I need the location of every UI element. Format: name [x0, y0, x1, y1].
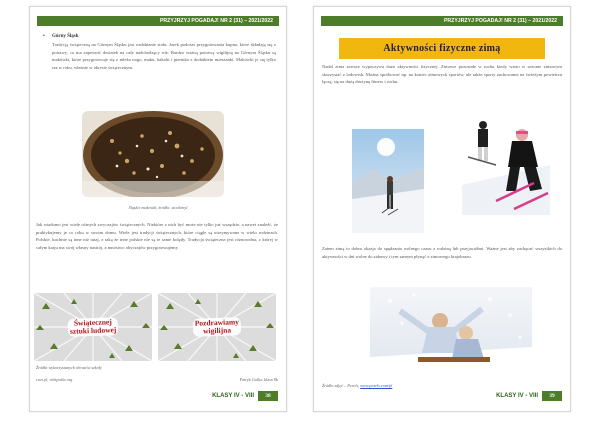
right-page-header: PRZYJRZYJ POGADAJ! NR 2 (31) – 2021/2022	[321, 16, 563, 26]
card-1-label: Świątecznej sztuki ludowej	[67, 317, 118, 337]
greeting-card-1	[34, 293, 152, 361]
greeting-card-2	[158, 293, 276, 361]
right-footer	[496, 391, 562, 401]
cards-caption: Źródła wykorzystanych obrazów szkoły	[36, 365, 102, 370]
left-page	[29, 6, 287, 412]
intro-paragraph: Nadal zima zawsze wypoczywa dużo aktywności fizycznej. Zimowe pozostałe w ruchu kiedy warto w sezonie zimowym skorzystać z lodowisk. Można spróbować np. na koniec zimowych sportów, ale także sporty zachowania na świeżym powietrzu łączą, się na dużą drużynę fitness i ruchu.	[322, 64, 562, 85]
page-number-right: 39	[542, 391, 562, 401]
left-page-header: PRZYJRZYJ POGADAJ! NR 2 (31) – 2021/2022	[37, 16, 279, 26]
paragraph-1: Tradycją świąteczną na Górnym Śląsku jest ozdabianie stołu. Jarek podczas przygotowania kupna, które składają się z potrawy, co ma zapewnić dostatek na cały nadchodzący rok. Bardzo ważną potrawą wigilijną na Górnym Śląsku są makówki, które przygotowuje się z mleka nogo, maku, bakalii i piernika z dodatkiem mieszanki. Makówki je się tylko raz w roku, właśnie w okresie świątecznym.	[52, 42, 276, 70]
skier-photo	[352, 129, 424, 233]
right-page	[313, 6, 571, 412]
page-number: 38	[258, 391, 278, 401]
paragraph-2-right: Zatem zimą to dobra okazja do spędzania wolnego czasu z rodziną lub przyjaciółmi. Ważne jest aby zachęcać wszystkich do aktywności w dni wolne do zabawy i tym samym płynąć z zimowego krajobrazu.	[322, 246, 562, 259]
card-2-label: Pozdrawiamy wigilijna	[193, 317, 242, 337]
sledging-photo	[370, 287, 532, 381]
photo-caption: Śląskie makówki, źródło: stockimyl	[128, 205, 188, 210]
paragraph-2: Jak wiadomo jest wiele różnych zwyczajów świątecznych. Niektóre z nich być może nie tylko już wszędzie, a nawet znaleźć, że praktykujemy je co roku w swoim domu. Wiele jest tradycji świątecznych, które ciągle są utrzymywane w wielu rodzinach. Polskie, kuchnie są inne niż tutaj, z taką że inne polskie nie są te same kolędy. Tradycja świąteczna jest różnorodna, z której w całym kraju ma swój własny nastrój, a mnóstwo obyczajów przygotowujemy.	[36, 222, 278, 250]
footer-label: KLASY IV - VIII	[212, 393, 254, 399]
photo-source-caption	[322, 383, 392, 388]
pexels-link[interactable]: www.pexels.com/pl	[360, 383, 393, 388]
author: Patryk Golka, klasa 8b	[239, 377, 278, 382]
banner-title: Aktywności fizyczne zimą	[339, 38, 545, 59]
left-footer	[212, 391, 278, 401]
makowki-photo	[82, 111, 224, 197]
photo-source-prefix: Źródło zdjęć – Pexels,	[322, 383, 360, 388]
jumping-skier-photo	[462, 105, 550, 215]
source-text: cnet.pl, wikipedia.org	[36, 377, 73, 382]
section-title: • Górny Śląsk	[52, 34, 79, 39]
footer-label-right: KLASY IV - VIII	[496, 393, 538, 399]
